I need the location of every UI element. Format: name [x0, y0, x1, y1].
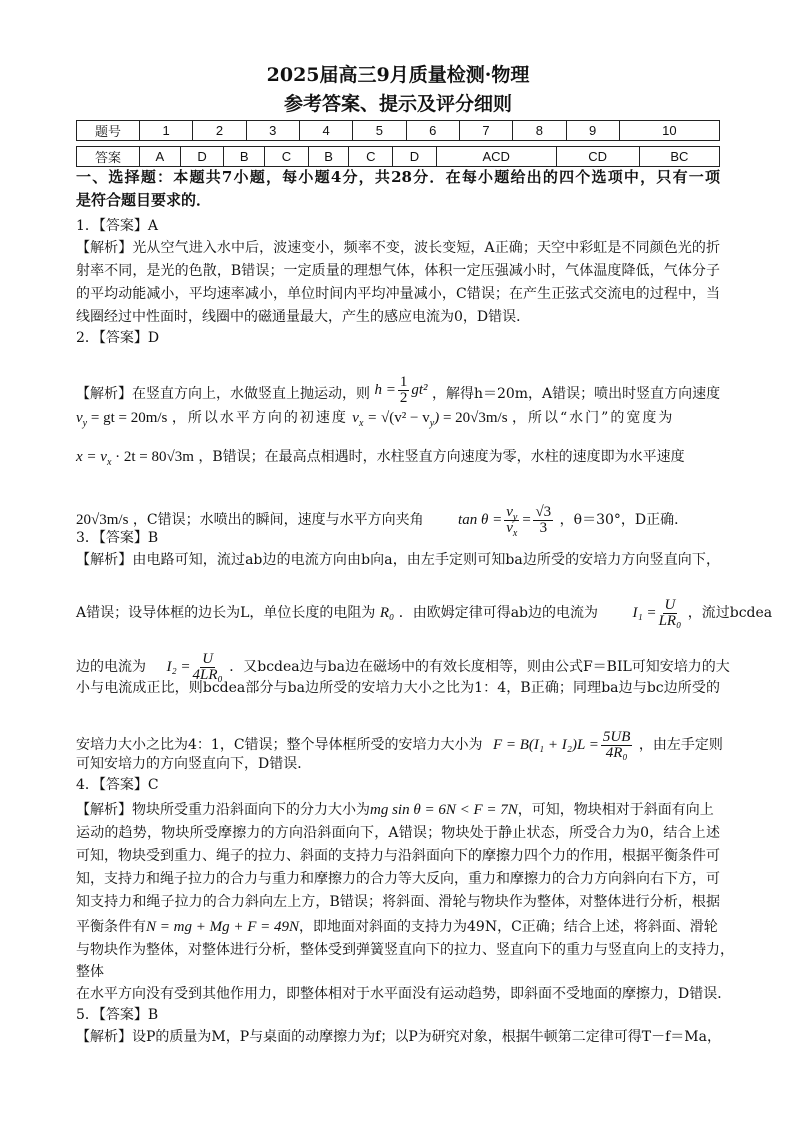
table-cell: 6	[406, 121, 459, 141]
table-row	[77, 121, 720, 141]
table-cell: 5	[353, 121, 406, 141]
formula-part: h =	[374, 381, 396, 398]
formula-tan: tan θ = $\frac{v_y}{v_x}$ = $\frac{√3}{3}$	[458, 504, 552, 539]
q1-analysis-line: 线圈经过中性面时，线圈中的磁通量最大，产生的感应电流为0，D错误．	[76, 309, 531, 325]
formula-part: = 20√3m/s	[442, 410, 508, 426]
table-cell: B	[308, 147, 349, 167]
formula-v: 20√3m/s	[76, 511, 129, 528]
fraction-numerator: 5UB	[602, 729, 631, 745]
fraction-numerator: 1	[399, 374, 408, 390]
text: ，流过bcdea	[687, 604, 773, 621]
fraction-denominator: LR₀	[658, 613, 682, 629]
formula-I2	[166, 651, 224, 683]
table-cell: ACD	[436, 147, 556, 167]
table-cell: 10	[619, 121, 719, 141]
q3-analysis-line	[76, 597, 773, 629]
q5-analysis-line: 【解析】设P的质量为M，P与桌面的动摩擦力为f；以P为研究对象，根据牛顿第二定律可得T－f＝Ma，	[76, 1029, 721, 1045]
text: ．由欧姆定律可得ab边的电流为	[398, 604, 599, 621]
table-cell: 1	[140, 121, 193, 141]
q2-analysis-line	[76, 449, 720, 466]
formula-part: I₁ =	[632, 604, 657, 621]
text: ，所以“水门”的宽度为	[512, 410, 675, 426]
fraction-denominator: 2	[399, 390, 408, 406]
text: ，由左手定则	[638, 736, 723, 753]
q1-analysis-line: 射率不同，是光的色散，B错误；一定质量的理想气体，体积一定压强减小时，气体温度降低，气体分子	[76, 263, 720, 279]
q4-answer: 4．【答案】C	[76, 777, 159, 793]
q3-analysis-line	[76, 651, 730, 683]
formula-force: mg sin θ = 6N < F = 7N	[370, 802, 518, 818]
q1-analysis-line: 【解析】光从空气进入水中后，波速变小，频率不变，波长变短，A正确；天空中彩虹是不同颜色光的折	[76, 240, 720, 256]
q3-analysis-line: 可知安培力的方向竖直向下，D错误．	[76, 756, 312, 772]
formula-F	[492, 729, 634, 761]
table-cell: C	[265, 147, 309, 167]
q5-answer: 5．【答案】B	[76, 1007, 159, 1023]
q1-answer: 1．【答案】A	[76, 218, 159, 234]
formula-part: = gt = 20m/s	[90, 410, 168, 426]
table-cell: D	[393, 147, 437, 167]
text: 安培力大小之比为4：1，C错误；整个导体框所受的安培力大小为	[76, 736, 483, 753]
formula-part: I₂ =	[166, 658, 191, 675]
table-cell: 4	[299, 121, 352, 141]
formula-vy: $v_y$ = gt = 20m/s	[76, 410, 168, 429]
table-cell: BC	[639, 147, 719, 167]
table-cell: C	[349, 147, 393, 167]
table-cell: 题号	[77, 121, 140, 141]
formula-x: $x = v_x \cdot 2t = 80√3m$	[76, 449, 194, 468]
table-cell: D	[180, 147, 224, 167]
formula-normal: N = mg + Mg + F = 49N	[146, 919, 299, 935]
table-cell: A	[140, 147, 181, 167]
text: ，θ＝30°，D正确．	[559, 511, 689, 528]
answer-table-numbers	[76, 120, 720, 141]
formula-part: √(v² − v	[381, 410, 430, 426]
q3-analysis-line: 小与电流成正比，则bcdea部分与ba边所受的安培力大小之比为1：4，B正确；同理ba边与bc边所受的	[76, 680, 720, 696]
text: ，即地面对斜面的支持力为49N，C正确；结合上述，将斜面、滑轮	[299, 919, 718, 935]
q4-analysis-line	[76, 919, 720, 936]
answer-table-answers	[76, 146, 720, 167]
formula-part: · 2t = 80√3m	[115, 449, 194, 465]
q4-analysis-line: 整体	[76, 964, 104, 980]
document-title: 2025届高三9月质量检测·物理	[266, 64, 530, 86]
table-cell: 8	[513, 121, 566, 141]
section-heading-cont: 是符合题目要求的．	[76, 191, 212, 209]
q2-analysis-line	[76, 375, 720, 406]
table-cell: CD	[556, 147, 639, 167]
table-cell: 9	[566, 121, 619, 141]
q4-analysis-line: 在水平方向没有受到其他作用力，即整体相对于水平面没有运动趋势，即斜面不受地面的摩擦力，D错误．	[76, 986, 732, 1002]
text: 【解析】物块所受重力沿斜面向下的分力大小为	[76, 802, 370, 818]
text: A错误；设导体框的边长为L，单位长度的电阻为	[76, 604, 376, 621]
q4-analysis-line: 可知，物块受到重力、绳子的拉力、斜面的支持力与沿斜面向下的摩擦力四个力的作用，根据平衡条件可	[76, 848, 720, 864]
q2-answer: 2．【答案】D	[76, 330, 160, 346]
table-row	[77, 147, 720, 167]
fraction-numerator: √3	[535, 504, 552, 520]
fraction-numerator: U	[664, 597, 676, 613]
q3-analysis-line: 【解析】由电路可知，流过ab边的电流方向由b向a，由左手定则可知ba边所受的安培力方向竖直向下，	[76, 552, 720, 568]
text: ，解得h＝20m，A错误；喷出时竖直方向速度	[431, 385, 721, 402]
text: ，C错误；水喷出的瞬间，速度与水平方向夹角	[132, 511, 424, 528]
text: 平衡条件有	[76, 919, 146, 935]
q4-analysis-line: 知，支持力和绳子拉力的合力与重力和摩擦力的合力等大反向，重力和摩擦力的合力方向斜向右下方，可	[76, 871, 720, 887]
fraction-denominator: 4R₀	[605, 745, 628, 761]
text: ，可知，物块相对于斜面有向上	[517, 802, 714, 818]
text: ，B错误；在最高点相遇时，水柱竖直方向速度为零，水柱的速度即为水平速度	[198, 449, 685, 465]
formula-vx: $v_x = √(v^2 - v_y) = 20√3m/s$	[352, 410, 508, 429]
document-subtitle: 参考答案、提示及评分细则	[283, 93, 512, 115]
table-cell: 7	[459, 121, 512, 141]
formula-part: gt²	[411, 381, 428, 398]
text: ，所以水平方向的初速度	[171, 410, 348, 426]
text: ．又bcdea边与ba边在磁场中的有效长度相等，则由公式F＝BIL可知安培力的大	[229, 658, 730, 675]
formula-h	[374, 374, 428, 406]
table-cell: B	[224, 147, 265, 167]
formula-part: tan θ =	[458, 511, 503, 528]
table-cell: 答案	[77, 147, 140, 167]
formula-part: F = B(I₁ + I₂)L =	[492, 736, 599, 753]
formula-I1	[632, 597, 683, 629]
q4-analysis-line: 运动的趋势，物块所受摩擦力的方向沿斜面向下，A错误；物块处于静止状态，所受合力为0，结合上述	[76, 825, 720, 841]
q4-analysis-line: 与物块作为整体，对整体进行分析，整体受到弹簧竖直向下的拉力、竖直向下的重力与竖直向上的支持力，	[76, 942, 734, 958]
q3-answer: 3．【答案】B	[76, 530, 159, 546]
q4-analysis-line	[76, 802, 720, 819]
table-cell: 3	[246, 121, 299, 141]
q2-analysis-line	[76, 410, 720, 427]
fraction-numerator: U	[202, 651, 214, 667]
q4-analysis-line: 知支持力和绳子拉力的合力斜向左上方，B错误；将斜面、滑轮与物块作为整体，对整体进行分析，根据	[76, 894, 720, 910]
fraction-denominator: 3	[539, 520, 548, 536]
table-cell: 2	[193, 121, 246, 141]
fraction-denominator: 4LR₀	[192, 667, 223, 683]
q1-analysis-line: 的平均动能减小，平均速率减小，单位时间内平均冲量减小，C错误；在产生正弦式交流电的过程中，当	[76, 286, 720, 302]
formula-R0: R₀	[379, 604, 395, 621]
text: 【解析】在竖直方向上，水做竖直上抛运动，则	[76, 385, 370, 402]
section-heading: 一、选择题：本题共7小题，每小题4分，共28分．在每小题给出的四个选项中，只有一项	[76, 168, 720, 186]
text: 边的电流为	[76, 658, 146, 675]
